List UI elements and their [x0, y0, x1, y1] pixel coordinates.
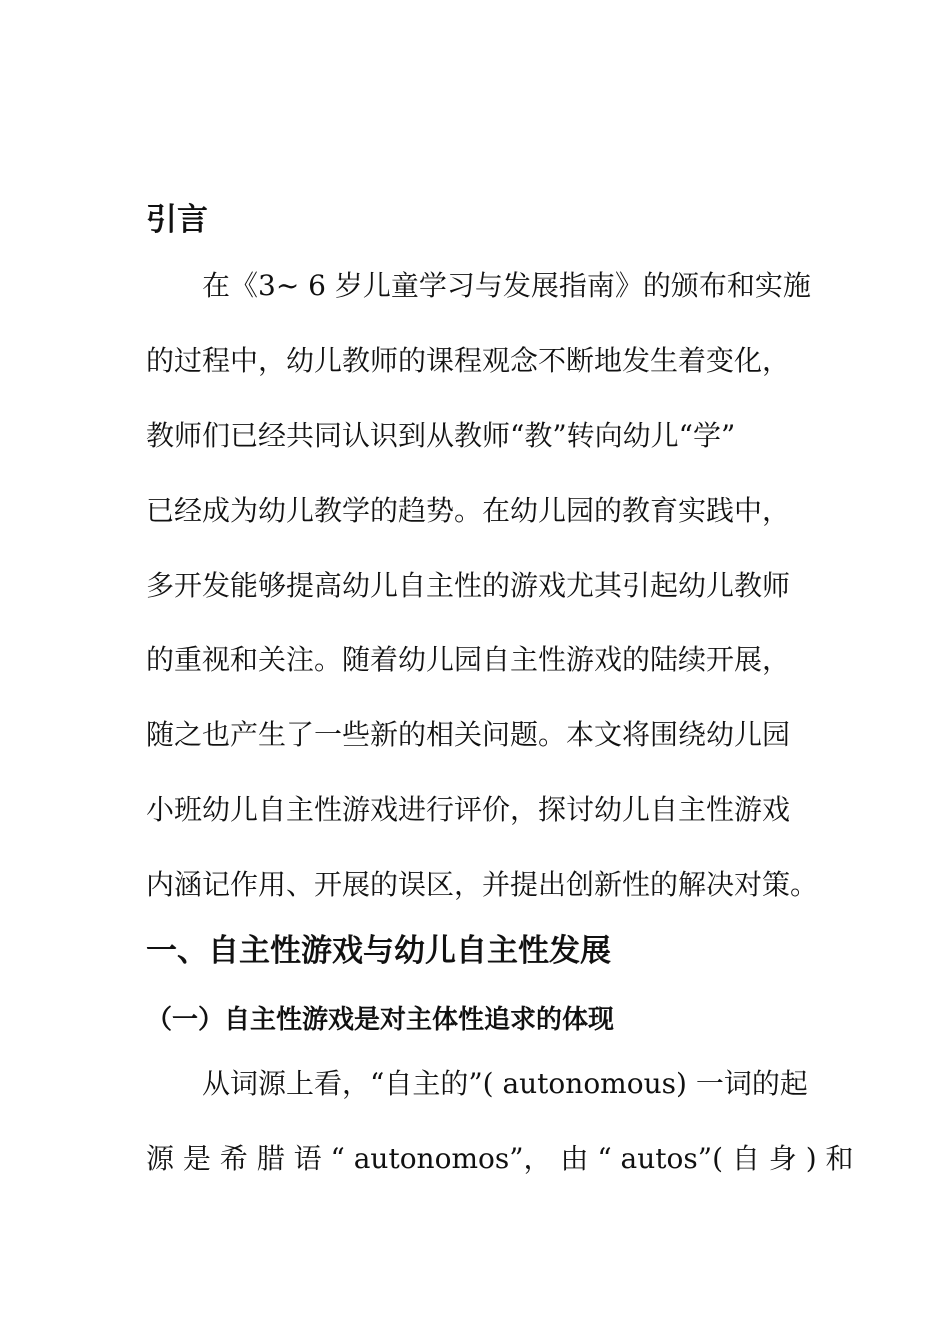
paragraph-line: 的过程中，幼儿教师的课程观念不断地发生着变化，: [146, 344, 791, 377]
paragraph-line: 小班幼儿自主性游戏进行评价，探讨幼儿自主性游戏: [146, 793, 791, 826]
paragraph-line: 随之也产生了一些新的相关问题。本文将围绕幼儿园: [146, 718, 791, 751]
paragraph-line: 教师们已经共同认识到从教师“教”转向幼儿“学”: [146, 419, 736, 452]
section-heading: 一、自主性游戏与幼儿自主性发展: [146, 933, 611, 969]
subsection-heading: （一）自主性游戏是对主体性追求的体现: [146, 1005, 615, 1035]
paragraph-line: 多开发能够提高幼儿自主性的游戏尤其引起幼儿教师: [146, 569, 791, 602]
paragraph-line: 内涵记作用、开展的误区，并提出创新性的解决对策。: [146, 868, 819, 901]
paragraph-line: 在《3~ 6 岁儿童学习与发展指南》的颁布和实施: [202, 269, 811, 302]
paragraph-line: 的重视和关注。随着幼儿园自主性游戏的陆续开展，: [146, 643, 791, 676]
paragraph-line: 已经成为幼儿教学的趋势。在幼儿园的教育实践中，: [146, 494, 791, 527]
paragraph-line: 从词源上看，“自主的”( autonomous) 一词的起: [202, 1067, 808, 1100]
intro-heading: 引言: [146, 202, 208, 238]
paragraph-line: 源 是 希 腊 语 “ autonomos”， 由 “ autos”( 自 身 ) 和: [146, 1142, 854, 1175]
